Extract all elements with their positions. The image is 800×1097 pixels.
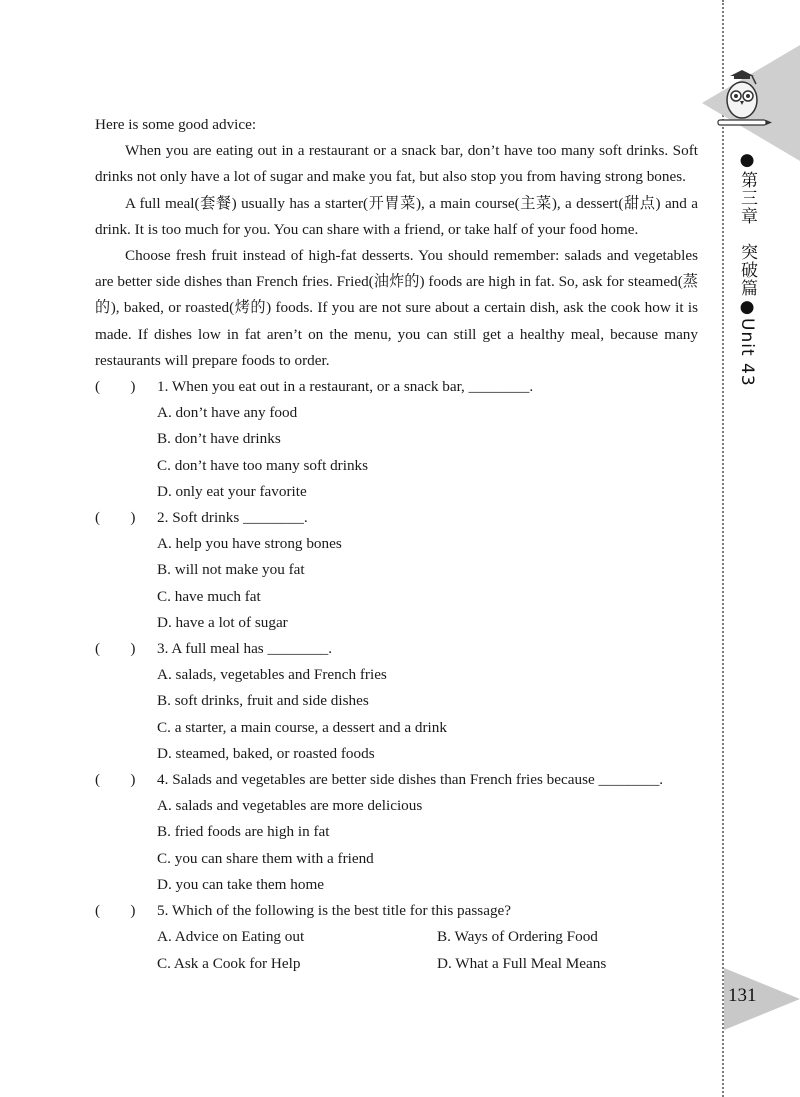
option-d: D. only eat your favorite [157, 482, 307, 500]
page-number: 131 [728, 985, 757, 1006]
passage-paragraph: When you are eating out in a restaurant or a snack bar, don’t have too many soft drinks. Soft drinks not only have a lot of sugar and make you fat, but also stop you from having strong bones. [95, 142, 698, 186]
option-d: D. What a Full Meal Means [437, 954, 607, 972]
option-c: C. don’t have too many soft drinks [157, 456, 369, 474]
question-stem: 3. A full meal has ________. [157, 640, 333, 658]
option-a: A. don’t have any food [157, 404, 298, 422]
passage-paragraph: Choose fresh fruit instead of high-fat desserts. You should remember: salads and vegetables are better side dishes than French fries. Fried(油炸的) foods are high in fat. So, ask for steamed(蒸的), baked, or roasted(烤的) foods. If you are not sure about a certain dish, ask the cook how it is made. If dishes low in fat aren’t on the menu, you can still get a healthy meal, because many restaurants will prepare foods to order. [95, 247, 698, 369]
owl-mascot-icon [712, 68, 772, 132]
question-stem: 1. When you eat out in a restaurant, or a snack bar, ________. [157, 378, 534, 396]
option-a: A. salads, vegetables and French fries [157, 666, 387, 684]
answer-blank[interactable]: ( ) [95, 640, 136, 658]
passage-content [95, 112, 698, 977]
question-3 [95, 636, 698, 767]
question-stem: 4. Salads and vegetables are better side dishes than French fries because ________. [157, 771, 664, 789]
answer-blank[interactable]: ( ) [95, 378, 136, 396]
option-grid [157, 924, 698, 976]
option-d: D. have a lot of sugar [157, 613, 288, 631]
margin-dotted-line [722, 0, 724, 1097]
option-c: C. you can share them with a friend [157, 849, 374, 867]
question-stem: 5. Which of the following is the best title for this passage? [157, 902, 512, 920]
option-c: C. have much fat [157, 587, 261, 605]
intro-line: Here is some good advice: [95, 116, 257, 133]
option-b: B. don’t have drinks [157, 430, 281, 448]
option-b: B. Ways of Ordering Food [437, 928, 598, 946]
answer-blank[interactable]: ( ) [95, 902, 136, 920]
option-d: D. steamed, baked, or roasted foods [157, 744, 375, 762]
question-1 [95, 374, 698, 505]
passage-paragraph: A full meal(套餐) usually has a starter(开胃菜), a main course(主菜), a dessert(甜点) and a drink. It is too much for you. You can share with a friend, or take half of your food home. [95, 194, 698, 238]
option-b: B. fried foods are high in fat [157, 823, 330, 841]
option-d: D. you can take them home [157, 875, 325, 893]
option-a: A. Advice on Eating out [157, 928, 305, 946]
question-5 [95, 898, 698, 977]
chapter-side-label: ●第三章 突破篇●Unit 43 [737, 150, 757, 387]
answer-blank[interactable]: ( ) [95, 771, 136, 789]
option-c: C. Ask a Cook for Help [157, 954, 301, 972]
question-2 [95, 505, 698, 636]
question-stem: 2. Soft drinks ________. [157, 509, 308, 527]
answer-blank[interactable]: ( ) [95, 509, 136, 527]
option-c: C. a starter, a main course, a dessert and a drink [157, 718, 447, 736]
option-a: A. help you have strong bones [157, 535, 342, 553]
question-4 [95, 767, 698, 898]
option-b: B. will not make you fat [157, 561, 305, 579]
option-b: B. soft drinks, fruit and side dishes [157, 692, 369, 710]
option-a: A. salads and vegetables are more delicious [157, 797, 423, 815]
